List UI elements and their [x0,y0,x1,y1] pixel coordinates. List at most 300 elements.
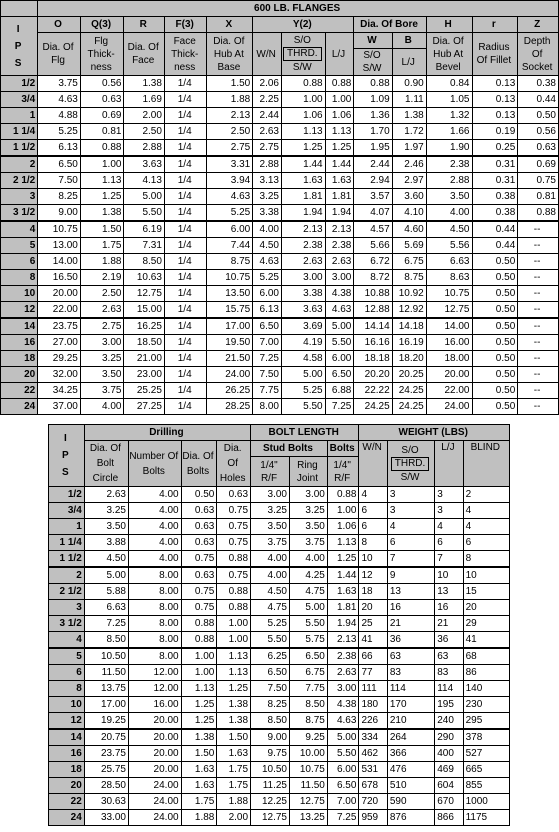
table-cell: 1.75 [217,762,251,778]
table-cell: 1.32 [426,108,472,124]
table-cell: 7.25 [84,616,128,632]
table-cell: 7.31 [124,238,164,254]
table-row [1,189,559,205]
table-cell: 20.20 [354,367,392,383]
table-cell: 866 [435,810,463,826]
table-cell: -- [518,335,559,351]
table-row [49,810,510,826]
table-cell: 16 [387,600,434,616]
table-cell: 0.88 [217,551,251,568]
table-cell: 4.58 [281,351,325,367]
table-cell: 19.25 [84,713,128,730]
table-cell: 1/4 [164,140,207,157]
ips-size: 22 [1,383,38,399]
table-row [49,681,510,697]
table-cell: 5.50 [281,399,325,415]
table-row [1,76,559,92]
table-cell: 1/4 [164,189,207,205]
table-cell: 3.75 [251,535,290,551]
col-desc: Dia. Of Face [124,33,164,76]
ips-size: 2 [49,567,85,584]
table-cell: 8.50 [289,697,327,713]
ips-size: 6 [1,254,38,270]
ips-size: 5 [1,238,38,254]
table-row [49,551,510,568]
table-cell: 2.38 [327,648,359,665]
table-cell: -- [518,238,559,254]
table-cell: 15.75 [207,302,253,319]
table-cell: 604 [435,778,463,794]
table-cell: 0.50 [472,318,518,335]
col-desc: Flg Thick- ness [80,33,124,76]
table-cell: 4.00 [426,205,472,222]
table-cell: 2.46 [392,156,426,173]
table-cell: 2.88 [426,173,472,189]
table-cell: 0.75 [217,567,251,584]
table-cell: 5.88 [84,584,128,600]
table-cell: 665 [463,762,509,778]
col-code: Z [518,17,559,33]
table-cell: 1.00 [325,92,354,108]
ips-size: 6 [49,665,85,681]
ips-size: 3/4 [49,503,85,519]
ips-size: 3/4 [1,92,38,108]
table-cell: 12.75 [426,302,472,319]
table-cell: 6.50 [253,318,282,335]
table-cell: 9.00 [38,205,81,222]
table-cell: 7.25 [325,399,354,415]
col-desc: Dia. Of Hub At Base [207,33,253,76]
table-cell: 77 [359,665,387,681]
table-cell: 6.75 [289,665,327,681]
table-cell: 6.00 [325,351,354,367]
ips-size: 1 1/4 [1,124,38,140]
table-row [49,632,510,649]
table-cell: 8 [359,535,387,551]
table-cell: 10.75 [38,221,81,238]
table-cell: 33.00 [84,810,128,826]
table-row [1,270,559,286]
table-cell: 0.75 [217,503,251,519]
table-cell: 0.50 [518,108,559,124]
col-code: r [472,17,518,33]
table-cell: 0.88 [354,76,392,92]
table-cell: 1.44 [325,156,354,173]
table-cell: 24.00 [128,794,181,810]
table-cell: 4.38 [325,286,354,302]
table-cell: 1.81 [325,189,354,205]
table-cell: 4.50 [426,221,472,238]
table-cell: 2.13 [325,221,354,238]
table-cell: 1/4 [164,108,207,124]
table-cell: 0.44 [518,92,559,108]
ips-size: 12 [49,713,85,730]
table-cell: 21 [435,616,463,632]
table-row [1,124,559,140]
table-cell: 16.00 [128,697,181,713]
table-cell: 1.05 [426,92,472,108]
ips-size: 1 1/2 [1,140,38,157]
table-cell: 1.69 [124,92,164,108]
table-cell: 30.63 [84,794,128,810]
table-cell: 4.00 [253,221,282,238]
table-cell: 6.19 [124,221,164,238]
col-code: Q(3) [80,17,124,33]
table-cell: 1.75 [181,794,217,810]
table-cell: 23.75 [84,746,128,762]
table-cell: 14.14 [354,318,392,335]
table-cell: 1.38 [217,697,251,713]
table-cell: 10.88 [354,286,392,302]
col-desc: Face Thick- ness [164,33,207,76]
table-cell: 8.75 [289,713,327,730]
table-cell: 2.88 [124,140,164,157]
table-cell: 0.63 [181,519,217,535]
table-cell: 5.69 [392,238,426,254]
table-row [49,746,510,762]
table-cell: 1.94 [281,205,325,222]
table-cell: 4.00 [128,487,181,503]
col-code: R [124,17,164,33]
table-cell: 230 [463,697,509,713]
table-cell: 20.25 [392,367,426,383]
table-cell: 4.63 [253,254,282,270]
table-cell: 1.13 [217,665,251,681]
table-cell: 63 [387,648,434,665]
table-cell: 3.60 [392,189,426,205]
table-cell: 10.75 [426,286,472,302]
table-cell: -- [518,399,559,415]
table-cell: 8.25 [38,189,81,205]
table-cell: 3.50 [426,189,472,205]
table-cell: 8.63 [426,270,472,286]
table-cell: 3.50 [289,519,327,535]
ips-size: 5 [49,648,85,665]
table-row [1,399,559,415]
table-cell: 10 [463,567,509,584]
table-cell: 8.25 [251,697,290,713]
ips-size: 3 1/2 [1,205,38,222]
table-cell: 2.88 [253,156,282,173]
table-cell: 2.97 [392,173,426,189]
table-cell: 3.75 [38,76,81,92]
table-cell: 7.00 [327,794,359,810]
table-cell: 1/4 [164,367,207,383]
table-cell: 400 [435,746,463,762]
table-cell: 1/4 [164,92,207,108]
table-cell: 0.69 [80,108,124,124]
table-cell: 3.38 [281,286,325,302]
table-cell: 1.97 [392,140,426,157]
col-desc: 1/4" R/F [251,457,290,487]
table-cell: 876 [387,810,434,826]
table-cell: 0.50 [181,487,217,503]
table-cell: 462 [359,746,387,762]
table-row [49,697,510,713]
table-cell: 2.13 [281,221,325,238]
table-cell: 0.31 [472,173,518,189]
table-cell: 678 [359,778,387,794]
table-cell: 1.00 [217,632,251,649]
table-cell: 1.13 [281,124,325,140]
table-cell: 1.25 [80,189,124,205]
table-cell: 1.70 [354,124,392,140]
table-cell: 17.00 [84,697,128,713]
table-cell: 0.88 [217,584,251,600]
table-cell: 3.00 [325,270,354,286]
table-cell: 0.63 [518,140,559,157]
table-cell: 5.25 [251,616,290,632]
table-cell: 1.06 [327,519,359,535]
table-cell: 3.13 [253,173,282,189]
table-cell: 1.88 [207,92,253,108]
table-cell: 5.50 [325,335,354,351]
col-desc-stacked: S/O THRD. S/W [387,441,434,487]
table-cell: 27.00 [38,335,81,351]
table-cell: 210 [387,713,434,730]
table-cell: 2.63 [327,665,359,681]
table-cell: 0.88 [80,140,124,157]
table-cell: 3.25 [80,351,124,367]
table-cell: 18.18 [354,351,392,367]
table-row [1,92,559,108]
table-row [1,108,559,124]
table-cell: 16.25 [124,318,164,335]
table-row [49,665,510,681]
table-cell: 4.88 [38,108,81,124]
table-cell: 2.63 [84,487,128,503]
table-cell: 3.75 [289,535,327,551]
table-cell: 527 [463,746,509,762]
table-cell: 14.00 [426,318,472,335]
ips-size: 1 [49,519,85,535]
group-weight: WEIGHT (LBS) [359,425,510,441]
table-cell: 0.75 [217,519,251,535]
table-cell: 1.63 [327,584,359,600]
table-cell: 6.50 [251,665,290,681]
table-cell: 11.50 [84,665,128,681]
col-desc: Depth Of Socket [518,33,559,76]
table-row [1,302,559,319]
table-cell: 1.00 [80,156,124,173]
ips-size: 3 [49,600,85,616]
table-cell: 334 [359,729,387,746]
col-desc: BLIND [463,441,509,487]
table-cell: 9.75 [251,746,290,762]
table-cell: 3.00 [289,487,327,503]
table-cell: 8.00 [128,648,181,665]
table-cell: 2.44 [354,156,392,173]
table-cell: 0.88 [181,616,217,632]
table-cell: 1.88 [80,254,124,270]
table-cell: 0.75 [518,173,559,189]
table-cell: 1.90 [426,140,472,157]
table-cell: 10 [359,551,387,568]
table-cell: 2.19 [80,270,124,286]
table-cell: 5.00 [124,189,164,205]
table-cell: 12.92 [392,302,426,319]
ips-size: 1 1/4 [49,535,85,551]
table-cell: 6.50 [38,156,81,173]
table-cell: 4.00 [251,551,290,568]
table-cell: 14.18 [392,318,426,335]
table-cell: 114 [387,681,434,697]
col-desc-stacked: S/O THRD. S/W [281,33,325,76]
table-cell: 83 [435,665,463,681]
table-cell: 1/4 [164,173,207,189]
table-cell: 1175 [463,810,509,826]
table-cell: 17.00 [207,318,253,335]
table-row [1,351,559,367]
ips-size: 2 1/2 [49,584,85,600]
table-cell: 0.75 [217,535,251,551]
table-cell: 15.00 [124,302,164,319]
table-cell: 4 [435,519,463,535]
table-cell: 5.00 [327,729,359,746]
table-cell: 1/4 [164,124,207,140]
table-cell: 2.50 [124,124,164,140]
table-cell: 28.50 [84,778,128,794]
table-cell: 4.63 [38,92,81,108]
table-cell: 140 [463,681,509,697]
table-cell: 1.25 [181,697,217,713]
table-cell: 2.44 [253,108,282,124]
table-cell: 1.88 [181,810,217,826]
table-cell: 5.25 [207,205,253,222]
table-cell: 1.38 [124,76,164,92]
ips-size: 20 [1,367,38,383]
table-cell: 8.00 [253,399,282,415]
table-cell: 5.50 [124,205,164,222]
table-cell: 0.38 [472,205,518,222]
table-cell: 22.00 [38,302,81,319]
table-cell: 6.88 [325,383,354,399]
table-cell: 3.63 [281,302,325,319]
col-desc-stacked: S/O S/W [354,49,392,76]
table-cell: 1.63 [217,746,251,762]
table-cell: 5.25 [281,383,325,399]
table-cell: 3 [387,487,434,503]
table-row [1,318,559,335]
table-cell: 531 [359,762,387,778]
table-cell: 4.50 [84,551,128,568]
table-cell: 0.63 [217,487,251,503]
table-cell: -- [518,270,559,286]
table-cell: 1/4 [164,383,207,399]
table-cell: 0.84 [426,76,472,92]
table-cell: 5.75 [289,632,327,649]
table-cell: 2.00 [124,108,164,124]
table-cell: 12.25 [251,794,290,810]
table-cell: 1.13 [80,173,124,189]
table-cell: 0.50 [472,383,518,399]
table-cell: 2.75 [80,318,124,335]
table-cell: 0.50 [472,270,518,286]
table-cell: 13 [435,584,463,600]
col-desc: Dia. Of Flg [38,33,81,76]
table-cell: 1.72 [392,124,426,140]
table-row [49,794,510,810]
ips-size: 14 [49,729,85,746]
table-cell: 24.25 [392,399,426,415]
ips-size: 1 [1,108,38,124]
table-cell: 22.00 [426,383,472,399]
table-cell: 3.25 [289,503,327,519]
table-cell: 0.13 [472,92,518,108]
table-cell: 5.00 [289,600,327,616]
table-cell: 2.38 [281,238,325,254]
table-cell: 1.00 [181,665,217,681]
table-cell: 2.75 [207,140,253,157]
table-cell: 19.50 [207,335,253,351]
table-cell: 1.06 [325,108,354,124]
table-cell: 18.20 [392,351,426,367]
table-row [1,383,559,399]
table-cell: 8.72 [354,270,392,286]
table-cell: 0.38 [518,76,559,92]
table-cell: 13.25 [289,810,327,826]
table-cell: 20.00 [128,746,181,762]
table-cell: 2.94 [354,173,392,189]
table-cell: 6.63 [426,254,472,270]
table-cell: 0.88 [281,76,325,92]
ips-size: 2 1/2 [1,173,38,189]
table-cell: 0.81 [80,124,124,140]
table-cell: -- [518,383,559,399]
table-cell: 3.00 [251,487,290,503]
table-cell: 21.00 [124,351,164,367]
table-cell: 2.38 [426,156,472,173]
table-cell: 37.00 [38,399,81,415]
table-cell: 7.50 [253,367,282,383]
table-cell: 0.50 [472,351,518,367]
table-cell: 10.50 [84,648,128,665]
table-cell: 0.50 [472,302,518,319]
table-cell: 4.07 [354,205,392,222]
table-cell: 18 [359,584,387,600]
table-row [49,567,510,584]
table-cell: -- [518,286,559,302]
table-cell: 0.25 [472,140,518,157]
table-cell: 3.75 [80,383,124,399]
table-cell: 5.00 [281,367,325,383]
table-cell: 226 [359,713,387,730]
col-desc: Number Of Bolts [128,441,181,487]
table-cell: 0.90 [392,76,426,92]
table-row [49,648,510,665]
table-cell: 0.31 [472,156,518,173]
table-cell: 3.50 [80,367,124,383]
table-cell: 6.50 [289,648,327,665]
table-cell: 0.63 [181,535,217,551]
table-cell: 4 [359,487,387,503]
table-cell: 2.75 [253,140,282,157]
table-cell: 264 [387,729,434,746]
table-cell: 6 [359,503,387,519]
table-cell: 2.06 [253,76,282,92]
table-cell: 2.13 [327,632,359,649]
table-cell: 16 [435,600,463,616]
table-cell: 1.38 [80,205,124,222]
table-cell: 0.38 [472,189,518,205]
table-cell: 5.25 [253,270,282,286]
corner-cell [1,1,38,17]
table-cell: 24.00 [128,778,181,794]
ips-size: 1 1/2 [49,551,85,568]
table-cell: 24.00 [426,399,472,415]
table-cell: 0.50 [472,335,518,351]
table-cell: 0.19 [472,124,518,140]
